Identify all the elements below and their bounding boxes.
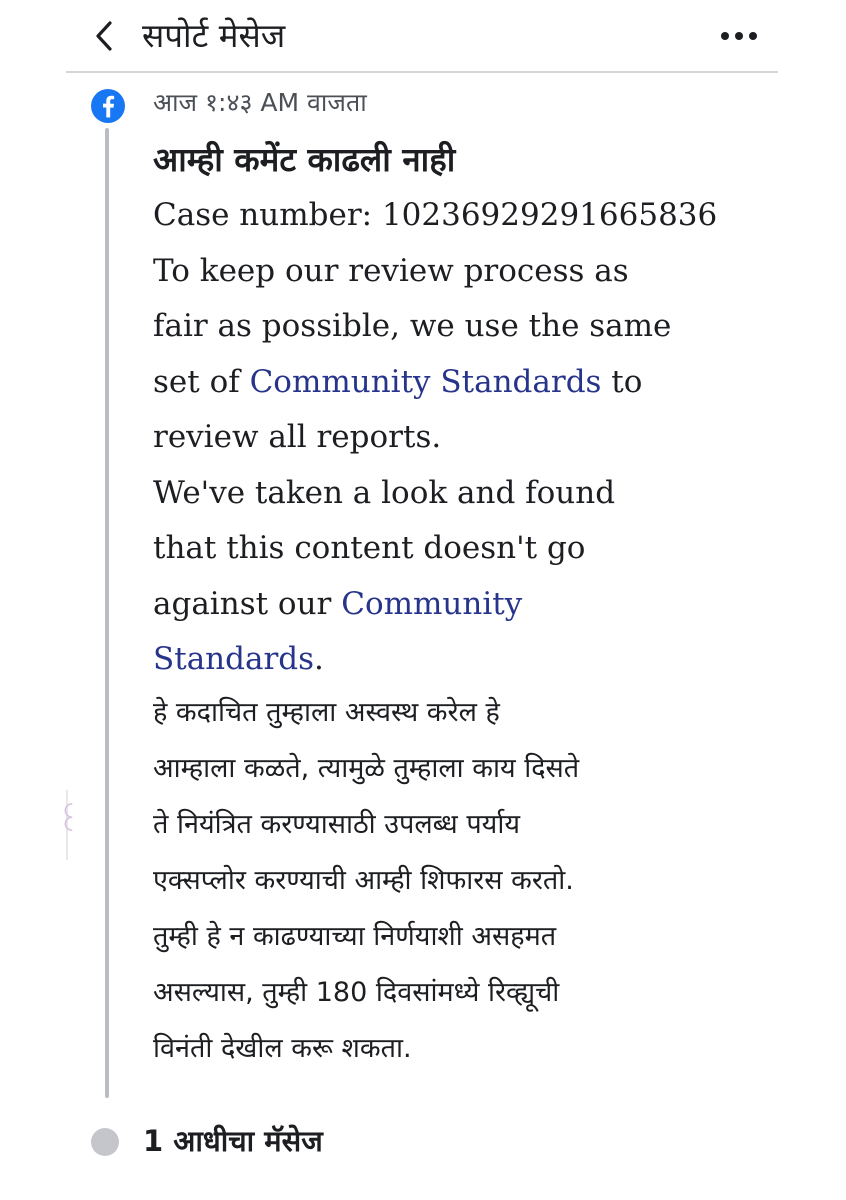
community-standards-link[interactable]: Community Standards [249,363,602,400]
message-timestamp: आज १:४३ AM वाजता [153,88,367,117]
back-button[interactable] [84,12,124,60]
chevron-left-icon [93,19,115,53]
body-line: that this content doesn't go [153,530,586,566]
header-bar [0,0,846,72]
page-title: सपोर्ट मेसेज [142,16,286,55]
community-standards-link-part-2[interactable]: Standards [153,641,315,677]
message-body-marathi [153,685,793,1077]
body-line: Case number: 10236929291665836 [153,197,718,233]
message-title: आम्ही कमेंट काढली नाही [153,140,456,179]
body-line: review all reports. [153,419,442,455]
body-text: to [601,363,643,400]
body-line: विनंती देखील करू शकता. [153,1033,412,1064]
header-divider [66,71,778,73]
body-line [153,355,793,411]
edge-partial-icon: ꒰ [56,801,81,839]
body-line: तुम्ही हे न काढण्याच्या निर्णयाशी असहमत [153,921,557,952]
more-options-button[interactable] [714,14,764,58]
timeline-dot [91,1128,119,1156]
body-line: ते नियंत्रित करण्यासाठी उपलब्ध पर्याय [153,809,520,840]
body-line: हे कदाचित तुम्हाला अस्वस्थ करेल हे [153,697,500,728]
body-line: fair as possible, we use the same [153,308,672,344]
body-line: आम्हाला कळते, त्यामुळे तुम्हाला काय दिसते [153,753,580,784]
earlier-messages-link[interactable]: 1 आधीचा मॅसेज [143,1124,323,1158]
body-line: To keep our review process as [153,252,629,289]
body-line: एक्सप्लोर करण्याची आम्ही शिफारस करतो. [153,865,574,896]
body-text: against our [153,585,342,622]
facebook-logo-icon [90,88,126,124]
body-line [153,632,793,688]
timeline-line [105,128,109,1098]
message-body-english [153,188,793,688]
body-line: असल्यास, तुम्ही 180 दिवसांमध्ये रिव्ह्यूची [153,977,560,1008]
body-line [153,577,793,633]
more-horizontal-icon [719,30,759,42]
body-text: set of [153,363,250,400]
body-text: . [314,641,324,677]
community-standards-link-part-1[interactable]: Community [341,585,523,622]
body-line: We've taken a look and found [153,474,616,511]
